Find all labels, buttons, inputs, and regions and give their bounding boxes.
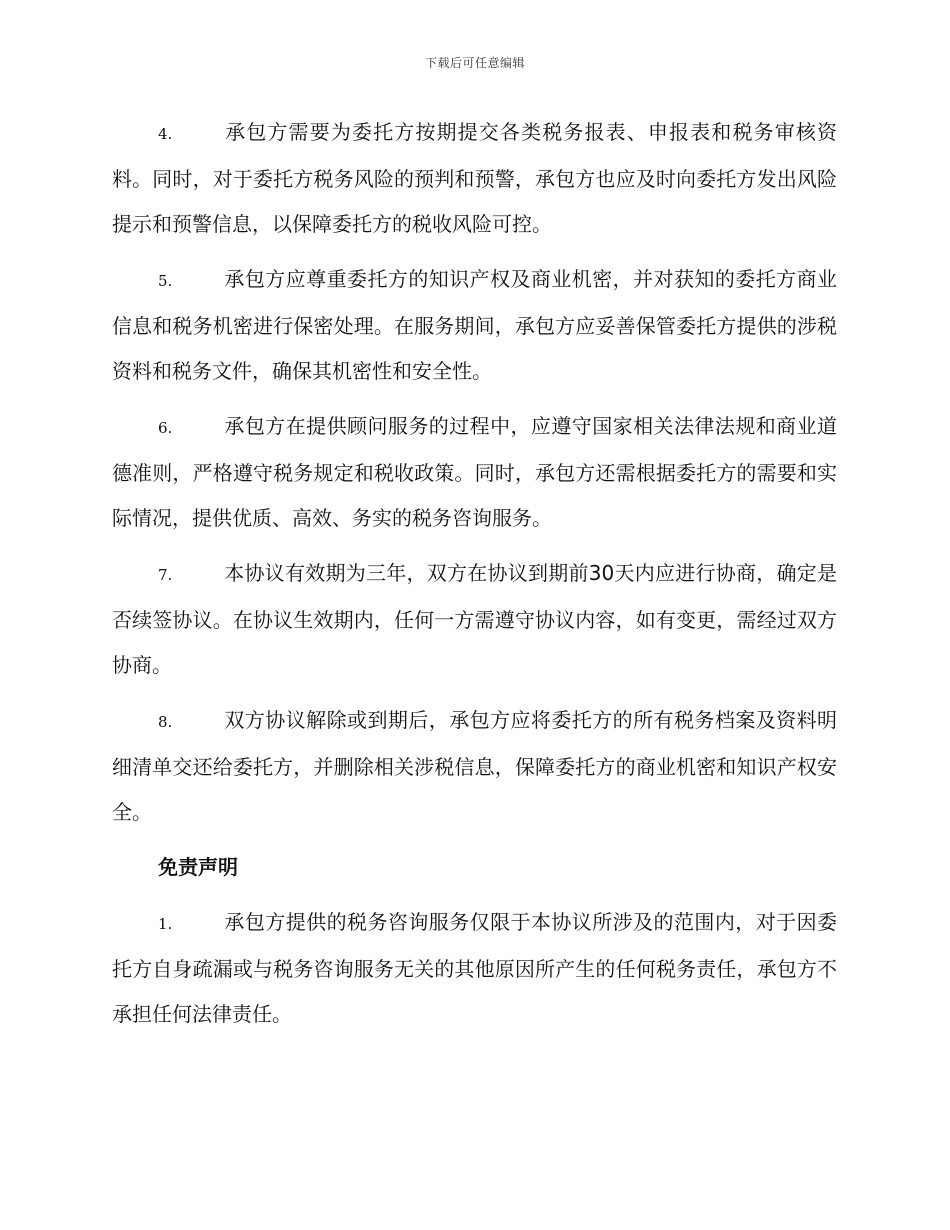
clause-text: 承包方在提供顾问服务的过程中，应遵守国家相关法律法规和商业道德准则，严格遵守税务规定和税收政策。同时，承包方还需根据委托方的需要和实际情况，提供优质、高效、务实的税务咨询服务。	[112, 414, 837, 530]
clause-4	[112, 110, 837, 247]
clause-number: 7.	[158, 566, 173, 584]
clause-text: 承包方需要为委托方按期提交各类税务报表、申报表和税务审核资料。同时，对于委托方税务风险的预判和预警，承包方也应及时向委托方发出风险提示和预警信息，以保障委托方的税收风险可控。	[112, 120, 837, 236]
clause-number: 5.	[158, 272, 173, 290]
disclaimer-item-1	[112, 900, 837, 1037]
clause-text: 双方协议解除或到期后，承包方应将委托方的所有税务档案及资料明细清单交还给委托方，并删除相关涉税信息，保障委托方的商业机密和知识产权安全。	[112, 708, 837, 824]
disclaimer-item-text: 承包方提供的税务咨询服务仅限于本协议所涉及的范围内，对于因委托方自身疏漏或与税务咨询服务无关的其他原因所产生的任何税务责任，承包方不承担任何法律责任。	[112, 910, 837, 1026]
clause-text: 承包方应尊重委托方的知识产权及商业机密，并对获知的委托方商业信息和税务机密进行保密处理。在服务期间，承包方应妥善保管委托方提供的涉税资料和税务文件，确保其机密性和安全性。	[112, 267, 837, 383]
disclaimer-item-number: 1.	[158, 915, 173, 933]
clause-6	[112, 404, 837, 541]
clause-number: 6.	[158, 419, 173, 437]
clause-8	[112, 698, 837, 835]
clause-5	[112, 257, 837, 394]
clause-7	[112, 551, 837, 688]
clause-number: 8.	[158, 713, 173, 731]
header-note: 下载后可任意编辑	[424, 56, 525, 70]
document-body	[112, 110, 837, 1047]
clause-text: 本协议有效期为三年，双方在协议到期前30天内应进行协商，确定是否续签协议。在协议生效期内，任何一方需遵守协议内容，如有变更，需经过双方协商。	[112, 561, 837, 677]
disclaimer-heading: 免责声明	[158, 855, 238, 879]
clause-number: 4.	[158, 125, 173, 143]
